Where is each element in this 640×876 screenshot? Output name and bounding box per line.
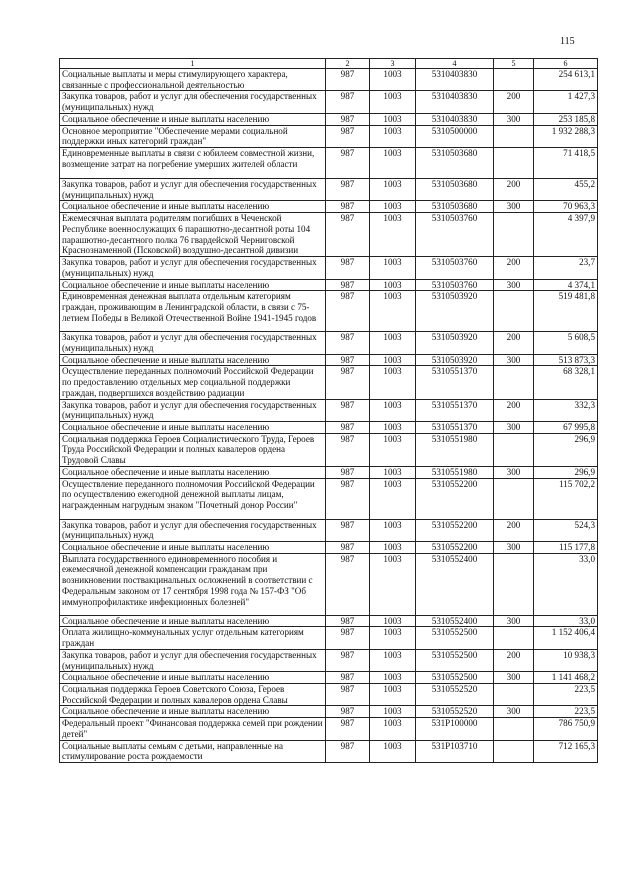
row-csr-cell: 5310551370 [416, 399, 494, 421]
row-ved-cell: 987 [326, 542, 370, 554]
row-razdel-cell: 1003 [370, 542, 416, 554]
row-razdel-cell: 1003 [370, 433, 416, 466]
row-ved-cell: 987 [326, 179, 370, 201]
row-csr-cell: 5310552400 [416, 615, 494, 627]
row-vr-cell [494, 125, 534, 147]
table-row [60, 718, 598, 740]
table-row [60, 125, 598, 147]
row-sum-cell: 1 141 468,2 [534, 672, 598, 684]
table-row [60, 740, 598, 762]
row-ved-cell: 987 [326, 291, 370, 332]
row-csr-cell: 5310503680 [416, 148, 494, 179]
row-csr-cell: 531P100000 [416, 718, 494, 740]
row-razdel-cell: 1003 [370, 69, 416, 91]
row-sum-cell: 513 873,3 [534, 354, 598, 366]
row-csr-cell: 5310551980 [416, 433, 494, 466]
row-razdel-cell: 1003 [370, 354, 416, 366]
row-vr-cell [494, 148, 534, 179]
row-sum-cell: 455,2 [534, 179, 598, 201]
row-csr-cell: 5310552200 [416, 542, 494, 554]
row-razdel-cell: 1003 [370, 740, 416, 762]
row-sum-cell: 296,9 [534, 466, 598, 478]
row-sum-cell: 33,0 [534, 553, 598, 615]
row-csr-cell: 5310551370 [416, 366, 494, 399]
row-sum-cell: 1 932 288,3 [534, 125, 598, 147]
row-csr-cell: 5310552520 [416, 706, 494, 718]
row-csr-cell: 5310552200 [416, 519, 494, 541]
row-razdel-cell: 1003 [370, 148, 416, 179]
row-name-cell: Социальное обеспечение и иные выплаты населению [60, 706, 326, 718]
row-name-cell: Выплата государственного единовременного пособия и ежемесячной денежной компенсации гражданам при возникновении поствакцинальных осложнений в соответствии с Федеральным законом от 17 сентября 1998 года № 157-ФЗ "Об иммунопрофилактике инфекционных болезней" [60, 553, 326, 615]
row-sum-cell: 524,3 [534, 519, 598, 541]
row-vr-cell [494, 291, 534, 332]
row-vr-cell: 300 [494, 672, 534, 684]
row-name-cell: Единовременная денежная выплата отдельным категориям граждан, проживающим в Ленинградской области, в связи с 75-летием Победы в Великой Отечественной Войне 1941-1945 годов [60, 291, 326, 332]
row-sum-cell: 253 185,8 [534, 113, 598, 125]
row-csr-cell: 5310552500 [416, 649, 494, 671]
row-razdel-cell: 1003 [370, 125, 416, 147]
table-row [60, 706, 598, 718]
row-sum-cell: 296,9 [534, 433, 598, 466]
row-vr-cell [494, 213, 534, 257]
row-name-cell: Социальное обеспечение и иные выплаты населению [60, 466, 326, 478]
row-name-cell: Социальная поддержка Героев Советского Союза, Героев Российской Федерации и полных кавалеров ордена Славы [60, 684, 326, 706]
row-vr-cell [494, 740, 534, 762]
row-vr-cell: 300 [494, 113, 534, 125]
row-razdel-cell: 1003 [370, 718, 416, 740]
row-razdel-cell: 1003 [370, 627, 416, 649]
row-razdel-cell: 1003 [370, 421, 416, 433]
col-header-razdel: 3 [370, 59, 416, 69]
table-row [60, 519, 598, 541]
row-name-cell: Социальное обеспечение и иные выплаты населению [60, 615, 326, 627]
row-csr-cell: 5310503920 [416, 332, 494, 354]
row-vr-cell: 200 [494, 519, 534, 541]
row-name-cell: Единовременные выплаты в связи с юбилеем совместной жизни, возмещение затрат на погребение умерших жителей области [60, 148, 326, 179]
row-csr-cell: 5310551370 [416, 421, 494, 433]
row-razdel-cell: 1003 [370, 672, 416, 684]
row-csr-cell: 5310500000 [416, 125, 494, 147]
row-ved-cell: 987 [326, 69, 370, 91]
header-row [60, 59, 598, 69]
row-ved-cell: 987 [326, 279, 370, 291]
row-name-cell: Закупка товаров, работ и услуг для обеспечения государственных (муниципальных) нужд [60, 257, 326, 279]
row-vr-cell: 300 [494, 542, 534, 554]
page-number: 115 [560, 36, 575, 47]
row-name-cell: Закупка товаров, работ и услуг для обеспечения государственных (муниципальных) нужд [60, 399, 326, 421]
row-csr-cell: 5310403830 [416, 69, 494, 91]
row-name-cell: Закупка товаров, работ и услуг для обеспечения государственных (муниципальных) нужд [60, 179, 326, 201]
table-row [60, 553, 598, 615]
budget-table [59, 58, 598, 763]
row-name-cell: Социальное обеспечение и иные выплаты населению [60, 672, 326, 684]
table-row [60, 113, 598, 125]
row-name-cell: Социальное обеспечение и иные выплаты населению [60, 354, 326, 366]
row-vr-cell: 200 [494, 399, 534, 421]
row-ved-cell: 987 [326, 125, 370, 147]
row-vr-cell: 200 [494, 332, 534, 354]
row-csr-cell: 5310503760 [416, 213, 494, 257]
row-name-cell: Закупка товаров, работ и услуг для обеспечения государственных (муниципальных) нужд [60, 332, 326, 354]
row-razdel-cell: 1003 [370, 399, 416, 421]
table-row [60, 649, 598, 671]
row-ved-cell: 987 [326, 213, 370, 257]
row-sum-cell: 786 750,9 [534, 718, 598, 740]
row-ved-cell: 987 [326, 91, 370, 113]
row-vr-cell [494, 718, 534, 740]
row-csr-cell: 5310552200 [416, 478, 494, 519]
row-sum-cell: 223,5 [534, 684, 598, 706]
table-row [60, 615, 598, 627]
table-row [60, 421, 598, 433]
row-vr-cell: 300 [494, 201, 534, 213]
row-ved-cell: 987 [326, 421, 370, 433]
row-razdel-cell: 1003 [370, 684, 416, 706]
row-sum-cell: 1 152 406,4 [534, 627, 598, 649]
row-ved-cell: 987 [326, 354, 370, 366]
table-row [60, 627, 598, 649]
row-vr-cell [494, 627, 534, 649]
table-row [60, 179, 598, 201]
row-csr-cell: 5310503920 [416, 354, 494, 366]
row-vr-cell: 200 [494, 257, 534, 279]
row-ved-cell: 987 [326, 366, 370, 399]
row-sum-cell: 223,5 [534, 706, 598, 718]
row-name-cell: Ежемесячная выплата родителям погибших в Чеченской Республике военнослужащих 6 парашютно-десантной роты 104 парашютно-десантного полка 76 гвардейской Черниговской Краснознаменной (Псковской) воздушно-десантной дивизии [60, 213, 326, 257]
row-sum-cell: 712 165,3 [534, 740, 598, 762]
row-vr-cell [494, 684, 534, 706]
row-name-cell: Основное мероприятие "Обеспечение мерами социальной поддержки иных категорий граждан" [60, 125, 326, 147]
row-razdel-cell: 1003 [370, 291, 416, 332]
row-name-cell: Социальные выплаты семьям с детьми, направленные на стимулирование роста рождаемости [60, 740, 326, 762]
row-name-cell: Федеральный проект "Финансовая поддержка семей при рождении детей" [60, 718, 326, 740]
row-ved-cell: 987 [326, 672, 370, 684]
row-csr-cell: 5310552500 [416, 627, 494, 649]
row-vr-cell: 300 [494, 466, 534, 478]
table-row [60, 291, 598, 332]
row-razdel-cell: 1003 [370, 649, 416, 671]
table-row [60, 332, 598, 354]
table-row [60, 366, 598, 399]
row-vr-cell: 200 [494, 91, 534, 113]
row-ved-cell: 987 [326, 113, 370, 125]
table-row [60, 148, 598, 179]
row-csr-cell: 5310503680 [416, 179, 494, 201]
row-razdel-cell: 1003 [370, 466, 416, 478]
col-header-vr: 5 [494, 59, 534, 69]
row-name-cell: Социальное обеспечение и иные выплаты населению [60, 201, 326, 213]
row-vr-cell [494, 433, 534, 466]
row-name-cell: Социальная поддержка Героев Социалистического Труда, Героев Труда Российской Федерации и полных кавалеров ордена Трудовой Славы [60, 433, 326, 466]
table-row [60, 279, 598, 291]
row-vr-cell: 300 [494, 421, 534, 433]
row-ved-cell: 987 [326, 649, 370, 671]
row-sum-cell: 68 328,1 [534, 366, 598, 399]
row-razdel-cell: 1003 [370, 706, 416, 718]
row-csr-cell: 5310503760 [416, 257, 494, 279]
row-ved-cell: 987 [326, 201, 370, 213]
col-header-name: 1 [60, 59, 326, 69]
row-sum-cell: 115 702,2 [534, 478, 598, 519]
row-vr-cell: 300 [494, 279, 534, 291]
row-sum-cell: 4 397,9 [534, 213, 598, 257]
row-vr-cell [494, 366, 534, 399]
row-razdel-cell: 1003 [370, 519, 416, 541]
row-vr-cell [494, 69, 534, 91]
row-csr-cell: 5310503760 [416, 279, 494, 291]
row-sum-cell: 71 418,5 [534, 148, 598, 179]
row-sum-cell: 115 177,8 [534, 542, 598, 554]
row-ved-cell: 987 [326, 332, 370, 354]
row-vr-cell [494, 553, 534, 615]
row-ved-cell: 987 [326, 684, 370, 706]
row-csr-cell: 5310552520 [416, 684, 494, 706]
row-sum-cell: 519 481,8 [534, 291, 598, 332]
row-sum-cell: 5 608,5 [534, 332, 598, 354]
row-sum-cell: 67 995,8 [534, 421, 598, 433]
row-sum-cell: 23,7 [534, 257, 598, 279]
row-vr-cell: 300 [494, 706, 534, 718]
table-row [60, 257, 598, 279]
row-name-cell: Закупка товаров, работ и услуг для обеспечения государственных (муниципальных) нужд [60, 519, 326, 541]
row-ved-cell: 987 [326, 466, 370, 478]
row-ved-cell: 987 [326, 433, 370, 466]
row-vr-cell: 300 [494, 615, 534, 627]
row-ved-cell: 987 [326, 627, 370, 649]
row-razdel-cell: 1003 [370, 257, 416, 279]
row-sum-cell: 33,0 [534, 615, 598, 627]
row-ved-cell: 987 [326, 615, 370, 627]
row-razdel-cell: 1003 [370, 213, 416, 257]
row-razdel-cell: 1003 [370, 91, 416, 113]
row-razdel-cell: 1003 [370, 615, 416, 627]
row-csr-cell: 5310552400 [416, 553, 494, 615]
row-csr-cell: 5310551980 [416, 466, 494, 478]
row-razdel-cell: 1003 [370, 201, 416, 213]
row-razdel-cell: 1003 [370, 478, 416, 519]
row-name-cell: Закупка товаров, работ и услуг для обеспечения государственных (муниципальных) нужд [60, 649, 326, 671]
table-row [60, 542, 598, 554]
col-header-ved: 2 [326, 59, 370, 69]
row-ved-cell: 987 [326, 478, 370, 519]
row-ved-cell: 987 [326, 257, 370, 279]
row-name-cell: Закупка товаров, работ и услуг для обеспечения государственных (муниципальных) нужд [60, 91, 326, 113]
row-name-cell: Социальные выплаты и меры стимулирующего характера, связанные с профессиональной деятельностью [60, 69, 326, 91]
row-razdel-cell: 1003 [370, 113, 416, 125]
row-csr-cell: 531P103710 [416, 740, 494, 762]
row-name-cell: Социальное обеспечение и иные выплаты населению [60, 421, 326, 433]
row-sum-cell: 70 963,3 [534, 201, 598, 213]
row-vr-cell: 200 [494, 179, 534, 201]
table-row [60, 466, 598, 478]
row-razdel-cell: 1003 [370, 553, 416, 615]
row-ved-cell: 987 [326, 519, 370, 541]
row-name-cell: Оплата жилищно-коммунальных услуг отдельным категориям граждан [60, 627, 326, 649]
table-row [60, 201, 598, 213]
table-row [60, 69, 598, 91]
row-sum-cell: 254 613,1 [534, 69, 598, 91]
table-row [60, 91, 598, 113]
row-name-cell: Осуществление переданных полномочий Российской Федерации по предоставлению отдельных мер социальной поддержки граждан, подвергшихся воздействию радиации [60, 366, 326, 399]
row-sum-cell: 332,3 [534, 399, 598, 421]
row-ved-cell: 987 [326, 399, 370, 421]
table-row [60, 672, 598, 684]
row-csr-cell: 5310403830 [416, 113, 494, 125]
row-razdel-cell: 1003 [370, 279, 416, 291]
row-sum-cell: 1 427,3 [534, 91, 598, 113]
row-name-cell: Осуществление переданного полномочия Российской Федерации по осуществлению ежегодной денежной выплаты лицам, награжденным нагрудным знаком "Почетный донор России" [60, 478, 326, 519]
row-vr-cell: 200 [494, 649, 534, 671]
table-row [60, 399, 598, 421]
table-row [60, 213, 598, 257]
row-csr-cell: 5310503920 [416, 291, 494, 332]
row-csr-cell: 5310552500 [416, 672, 494, 684]
col-header-csr: 4 [416, 59, 494, 69]
row-ved-cell: 987 [326, 706, 370, 718]
row-name-cell: Социальное обеспечение и иные выплаты населению [60, 279, 326, 291]
row-razdel-cell: 1003 [370, 332, 416, 354]
row-ved-cell: 987 [326, 718, 370, 740]
row-ved-cell: 987 [326, 740, 370, 762]
row-ved-cell: 987 [326, 148, 370, 179]
row-razdel-cell: 1003 [370, 366, 416, 399]
table-row [60, 354, 598, 366]
row-ved-cell: 987 [326, 553, 370, 615]
col-header-sum: 6 [534, 59, 598, 69]
row-name-cell: Социальное обеспечение и иные выплаты населению [60, 113, 326, 125]
row-vr-cell [494, 478, 534, 519]
row-sum-cell: 4 374,1 [534, 279, 598, 291]
row-razdel-cell: 1003 [370, 179, 416, 201]
row-name-cell: Социальное обеспечение и иные выплаты населению [60, 542, 326, 554]
row-vr-cell: 300 [494, 354, 534, 366]
table-row [60, 478, 598, 519]
row-csr-cell: 5310403830 [416, 91, 494, 113]
table-row [60, 433, 598, 466]
table-row [60, 684, 598, 706]
row-sum-cell: 10 938,3 [534, 649, 598, 671]
row-csr-cell: 5310503680 [416, 201, 494, 213]
